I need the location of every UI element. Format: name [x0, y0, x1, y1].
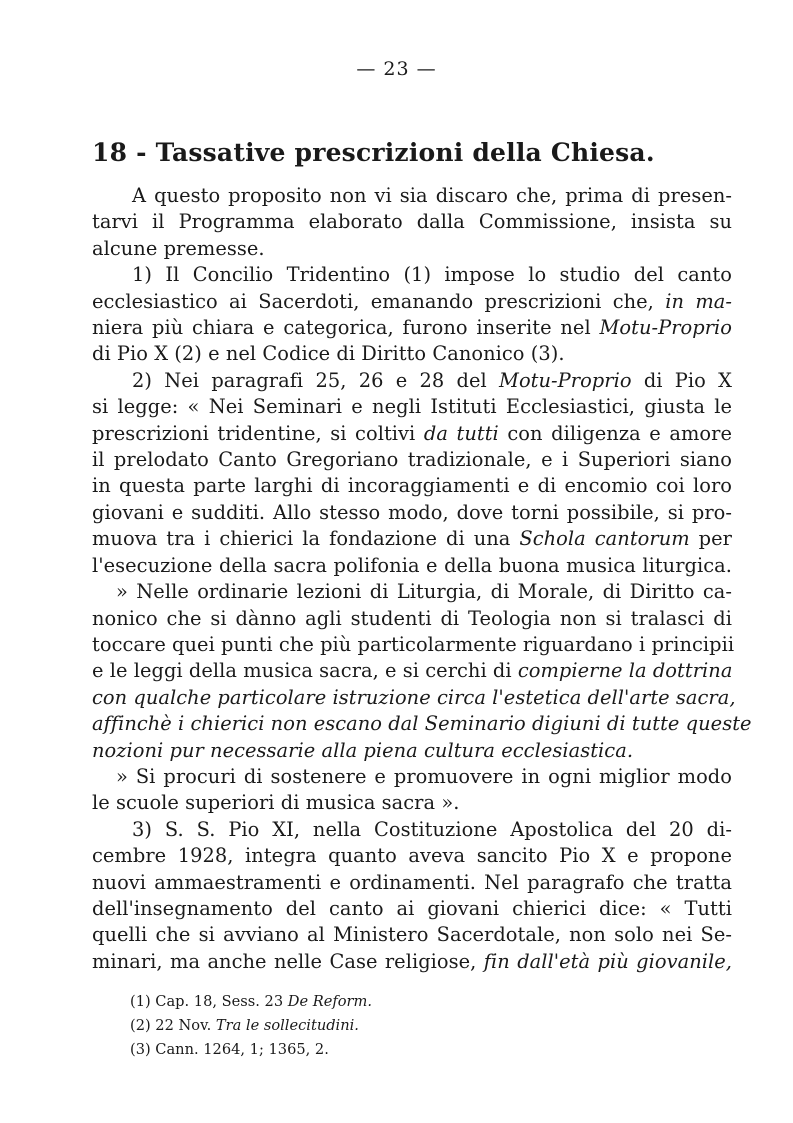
text-segment: giovani e sudditi. Allo stesso modo, dove torni possibile, si pro- [92, 500, 732, 524]
italic-text: compierne la dottrina [517, 659, 733, 683]
text-segment: dell'insegnamento del canto ai giovani chierici dice: « Tutti [92, 896, 732, 920]
text-line [92, 262, 732, 288]
text-segment: toccare quei punti che più particolarmente riguardano i principii [92, 632, 735, 656]
footnote [130, 1014, 372, 1038]
text-line [92, 289, 732, 315]
italic-text: Tra le sollecitudini. [215, 1017, 359, 1034]
italic-text: Motu-Proprio [499, 368, 632, 392]
italic-text: affinchè i chierici non escano dal Seminario digiuni di tutte queste [92, 712, 752, 736]
text-line [92, 949, 732, 975]
text-line [92, 183, 732, 209]
page-number: — 23 — [356, 58, 437, 80]
text-segment: si legge: « Nei Seminari e negli Istituti Ecclesiastici, giusta le [92, 395, 732, 419]
text-segment: (1) Cap. 18, Sess. 23 [130, 993, 288, 1010]
text-line [92, 368, 732, 394]
text-line [92, 209, 732, 235]
text-line [92, 394, 732, 420]
text-segment: nuovi ammaestramenti e ordinamenti. Nel paragrafo che tratta [92, 870, 732, 894]
text-line [92, 473, 732, 499]
text-line [92, 896, 732, 922]
text-segment: e le leggi della musica sacra, e si cerchi di [92, 659, 518, 683]
text-segment: muova tra i chierici la fondazione di una [92, 527, 520, 551]
text-line [92, 922, 732, 948]
text-segment: 2) Nei paragrafi 25, 26 e 28 del [132, 368, 500, 392]
text-line [92, 632, 735, 658]
italic-text: con qualche particolare istruzione circa l'estetica dell'arte sacra, [92, 685, 736, 709]
text-segment: niera più chiara e categorica, furono inserite nel [92, 316, 600, 340]
italic-text: fin dall'età più giovanile, [483, 949, 732, 973]
text-line [92, 764, 732, 790]
text-segment: » Nelle ordinarie lezioni di Liturgia, di Morale, di Diritto ca- [116, 580, 732, 604]
text-segment: 3) S. S. Pio XI, nella Costituzione Apostolica del 20 di- [132, 817, 732, 841]
italic-text: Motu-Proprio [599, 316, 732, 340]
footnotes [130, 990, 372, 1062]
body-text [92, 183, 752, 975]
text-segment: in questa parte larghi di incoraggiamenti e di encomio coi loro [92, 474, 732, 498]
text-line [92, 553, 732, 579]
text-line [92, 843, 732, 869]
text-segment: 1) Il Concilio Tridentino (1) impose lo studio del canto [132, 263, 732, 287]
section-title: 18 - Tassative prescrizioni della Chiesa. [92, 138, 655, 167]
text-segment: (3) Cann. 1264, 1; 1365, 2. [130, 1041, 329, 1058]
text-segment: per [689, 527, 732, 551]
text-line [92, 341, 732, 367]
text-line [92, 500, 732, 526]
text-segment: l'esecuzione della sacra polifonia e della buona musica liturgica. [92, 553, 732, 577]
text-segment: di Pio X [631, 368, 732, 392]
text-line [92, 236, 732, 262]
text-segment: il prelodato Canto Gregoriano tradizionale, e i Superiori siano [92, 448, 732, 472]
footnote [130, 990, 372, 1014]
text-line [92, 579, 732, 605]
text-line [92, 658, 732, 684]
text-line [92, 447, 732, 473]
text-segment: (2) 22 Nov. [130, 1017, 216, 1034]
italic-text: nozioni pur necessarie alla piena cultura ecclesiastica. [92, 738, 634, 762]
text-line [92, 315, 732, 341]
text-line [92, 526, 732, 552]
text-segment: quelli che si avviano al Ministero Sacerdotale, non solo nei Se- [92, 923, 732, 947]
italic-text: in ma- [665, 289, 732, 313]
text-line [92, 817, 732, 843]
text-line [92, 421, 732, 447]
text-segment: nonico che si dànno agli studenti di Teologia non si tralasci di [92, 606, 732, 630]
text-segment: A questo proposito non vi sia discaro che, prima di presen- [132, 184, 732, 207]
italic-text: da tutti [423, 421, 499, 445]
footnote [130, 1038, 372, 1062]
text-segment: di Pio X (2) e nel Codice di Diritto Canonico (3). [92, 342, 565, 366]
text-segment: prescrizioni tridentine, si coltivi [92, 421, 424, 445]
text-line [92, 870, 732, 896]
text-line [92, 711, 752, 737]
text-segment: cembre 1928, integra quanto aveva sancito Pio X e propone [92, 844, 732, 868]
text-segment: le scuole superiori di musica sacra ». [92, 791, 460, 815]
text-segment: ecclesiastico ai Sacerdoti, emanando prescrizioni che, [92, 289, 666, 313]
italic-text: Schola cantorum [519, 527, 690, 551]
text-segment: con diligenza e amore [498, 421, 732, 445]
text-line [92, 685, 736, 711]
text-segment: minari, ma anche nelle Case religiose, [92, 949, 484, 973]
text-segment: » Si procuri di sostenere e promuovere in ogni miglior modo [116, 764, 732, 788]
italic-text: De Reform. [287, 993, 372, 1010]
text-line [92, 790, 732, 816]
text-segment: tarvi il Programma elaborato dalla Commissione, insista su [92, 210, 732, 234]
text-segment: alcune premesse. [92, 236, 265, 260]
text-line [92, 738, 732, 764]
text-line [92, 606, 732, 632]
